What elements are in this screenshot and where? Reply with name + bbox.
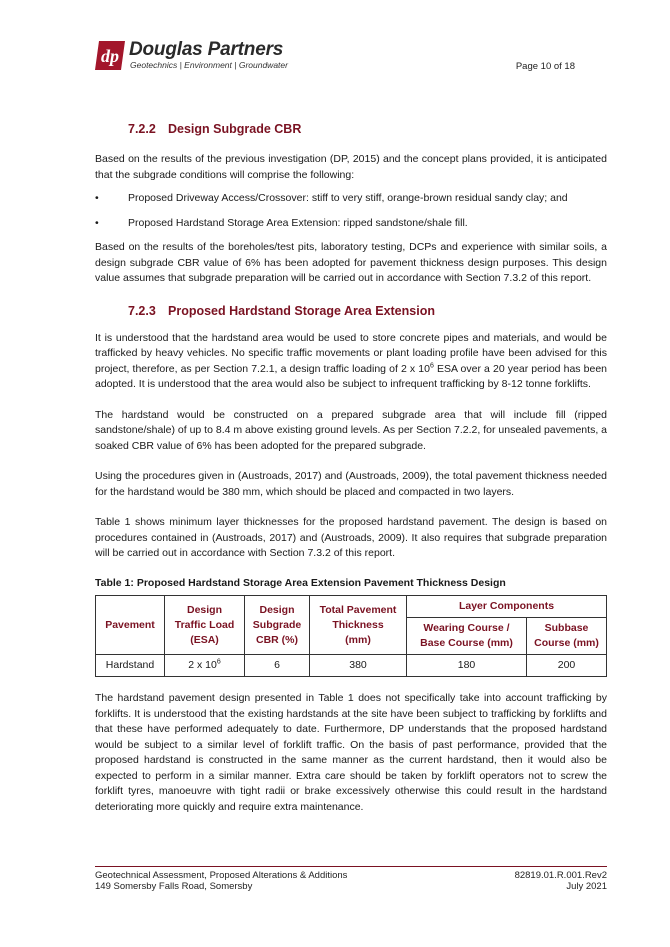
- paragraph: Based on the results of the previous investigation (DP, 2015) and the concept plans provided, it is anticipated that the subgrade conditions will comprise the following:: [95, 153, 607, 181]
- superscript: 6: [216, 658, 221, 666]
- header-total-thickness: [310, 596, 407, 655]
- cell-pavement: Hardstand: [96, 655, 165, 677]
- header-line: Subgrade: [252, 618, 302, 631]
- table-header-row: [96, 596, 607, 618]
- superscript: 6: [429, 362, 434, 369]
- cell-subbase-course: 200: [527, 655, 607, 677]
- paragraph: The hardstand would be constructed on a prepared subgrade area that will include fill (ripped sandstone/shale) of up to 8.4 m above existing ground levels. As per Section 7.2.2, for unsealed pavements, a soaked CBR value of 6% has been adopted for the prepared subgrade.: [95, 408, 607, 452]
- header-line: (mm): [345, 633, 371, 646]
- page-number: Page 10 of 18: [515, 61, 575, 72]
- company-tagline: Geotechnics | Environment | Groundwater: [130, 60, 288, 70]
- paragraph: [95, 331, 607, 393]
- footer-report-number: 82819.01.R.001.Rev2: [514, 870, 607, 881]
- section-number: 7.2.3: [128, 303, 156, 318]
- header-line: Course (mm): [534, 637, 599, 649]
- header-line: Design: [259, 603, 295, 616]
- header-line: Design: [186, 603, 222, 616]
- header-line: (ESA): [190, 633, 219, 646]
- footer-date: July 2021: [566, 881, 607, 892]
- header-line: Base Course (mm): [420, 637, 513, 649]
- paragraph: Table 1 shows minimum layer thicknesses for the proposed hardstand pavement. The design is based on procedures contained in (Austroads, 2017) and (Austroads, 2009). It also requires that subgrade preparation will be carried out in accordance with Section 7.3.2 of this report.: [95, 516, 607, 559]
- paragraph: Based on the results of the boreholes/test pits, laboratory testing, DCPs and experience with similar soils, a design subgrade CBR value of 6% has been adopted for pavement thickness design purposes. This design value assumes that subgrade preparation will be carried out in accordance with Section 7.3.2 of this report.: [95, 241, 607, 284]
- footer-divider: [95, 866, 607, 867]
- section-title: Proposed Hardstand Storage Area Extension: [168, 303, 435, 318]
- header-line: Wearing Course /: [423, 622, 510, 634]
- bullet-icon: •: [95, 192, 99, 204]
- header-traffic-load: [165, 596, 245, 655]
- document-body: [95, 121, 607, 815]
- paragraph: Using the procedures given in (Austroads, 2017) and (Austroads, 2009), the total pavement thickness needed for the hardstand would be 380 mm, which should be placed and compacted in two layers.: [95, 470, 607, 498]
- list-item-text: Proposed Driveway Access/Crossover: stiff to very stiff, orange-brown residual sandy clay; and: [128, 192, 568, 204]
- header-wearing-course: [407, 618, 527, 655]
- footer-report-title: Geotechnical Assessment, Proposed Alterations & Additions: [95, 870, 348, 881]
- logo-mark: [95, 41, 125, 70]
- text-run: It is understood that the hardstand area would be used to store concrete pipes and materials, and would be trafficked by heavy vehicles. No specific traffic movements or plant loading profile have been advised for this project, therefore, as per Section 7.2.1, a design traffic loading of 2 x 10: [95, 331, 607, 375]
- header-line: Traffic Load: [174, 618, 235, 631]
- header-line: Thickness: [332, 618, 384, 631]
- company-logo: [95, 41, 305, 71]
- section-heading-722: [95, 121, 607, 137]
- header-pavement: Pavement: [96, 596, 165, 655]
- header-layer-components: Layer Components: [407, 596, 607, 618]
- header-subbase-course: [527, 618, 607, 655]
- company-name: Douglas Partners: [129, 39, 284, 60]
- paragraph: The hardstand pavement design presented in Table 1 does not specifically take into account trafficking by forklifts. It is understood that the existing hardstands at the site have been subject to trafficking by forklifts and that these have performed adequately to date. Furthermore, DP understands that the proposed hardstand would be subject to a similar level of forklift traffic. On the basis of past performance, provided that the proposed hardstand is constructed in the same manner as the current hardstand, then it would also be expected to perform in a similar manner. Extra care should be taken by forklift operators not to screw the forklift tyres, manoeuvre with tight radii or brake excessively otherwise this could result in the hardstand deteriorating more quickly and require extra maintenance.: [95, 692, 607, 813]
- pavement-design-table: [95, 595, 607, 677]
- list-item-text: Proposed Hardstand Storage Area Extension: ripped sandstone/shale fill.: [128, 216, 468, 229]
- cell-traffic-load: [165, 655, 245, 677]
- cell-wearing-course: 180: [407, 655, 527, 677]
- dp-logo-icon: [95, 41, 125, 70]
- header-line: Total Pavement: [319, 603, 397, 616]
- cell-total-thickness: 380: [310, 655, 407, 677]
- section-number: 7.2.2: [128, 122, 156, 136]
- cell-cbr: 6: [245, 655, 310, 677]
- subgrade-list: [95, 191, 607, 231]
- text-run: ESA over a 20 year period has been adopted. It is understood that the area would also be subject to infrequent trafficking by 8-12 tonne forklifts.: [95, 362, 607, 390]
- section-title: Design Subgrade CBR: [168, 122, 302, 136]
- bullet-icon: •: [95, 216, 99, 229]
- header-subgrade-cbr: [245, 596, 310, 655]
- list-item: [95, 191, 607, 207]
- footer-right: [515, 870, 607, 892]
- footer-left: [95, 870, 347, 892]
- table-caption: Table 1: Proposed Hardstand Storage Area Extension Pavement Thickness Design: [95, 576, 506, 589]
- list-item: [95, 216, 607, 232]
- header-line: Subbase: [544, 622, 589, 634]
- cell-text: 2 x 10: [188, 659, 217, 671]
- footer-address: 149 Somersby Falls Road, Somersby: [95, 881, 253, 892]
- logo-letters: dp: [101, 46, 119, 66]
- table-row: [96, 655, 607, 677]
- section-heading-723: [95, 303, 607, 319]
- header-line: CBR (%): [256, 633, 298, 646]
